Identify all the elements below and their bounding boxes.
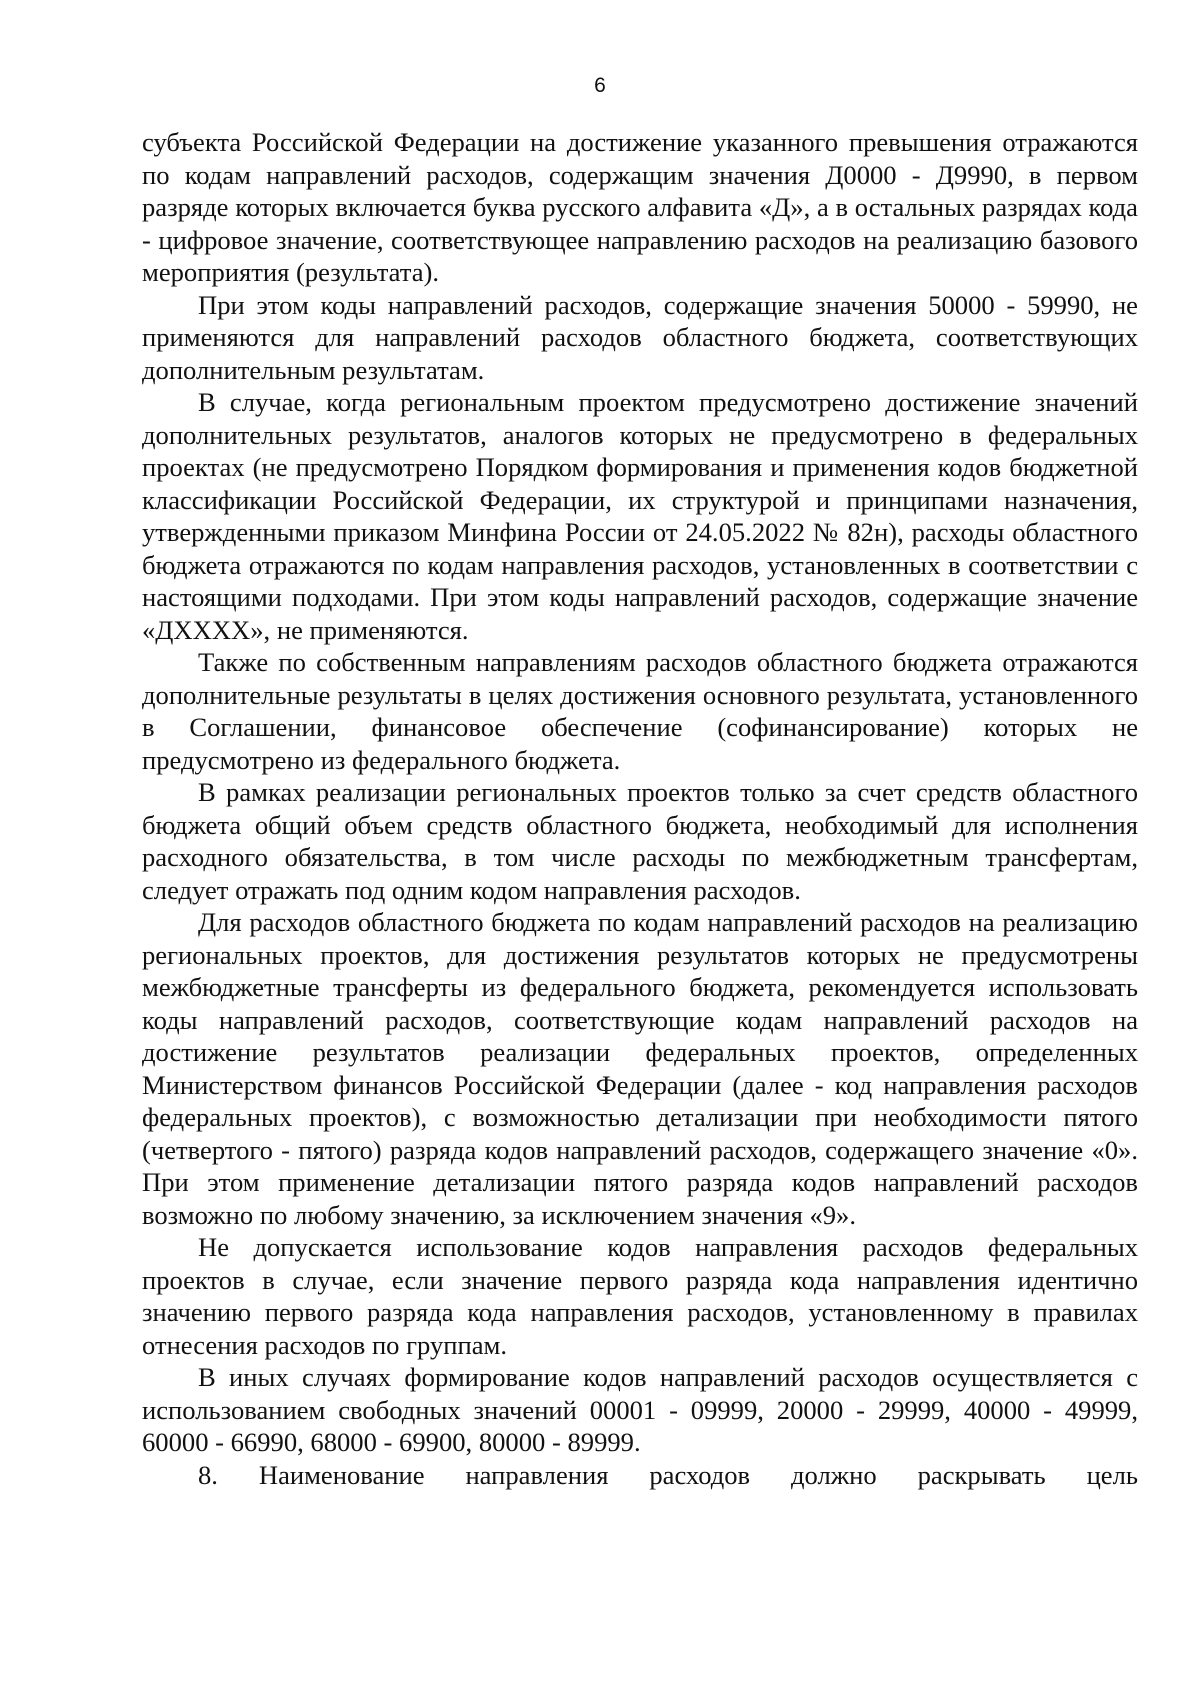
page-number: 6: [594, 74, 606, 97]
document-body: [142, 126, 1138, 1491]
paragraph-not-allowed: Не допускается использование кодов направления расходов федеральных проектов в случае, если значение первого разряда кода направления идентично значению первого разряда кода направления расходов, установленному в правилах отнесения расходов по группам.: [142, 1232, 1138, 1360]
paragraph-regional-projects: В рамках реализации региональных проектов только за счет средств областного бюджета общий объем средств областного бюджета, необходимый для исполнения расходного обязательства, в том числе расходы по межбюджетным трансфертам, следует отражать под одним кодом направления расходов.: [142, 777, 1138, 905]
paragraph-recommended-codes: Для расходов областного бюджета по кодам направлений расходов на реализацию региональных проектов, для достижения результатов которых не предусмотрены межбюджетные трансферты из федерального бюджета, рекомендуется использовать коды направлений расходов, соответствующие кодам направлений расходов на достижение результатов реализации федеральных проектов, определенных Министерством финансов Российской Федерации (далее - код направления расходов федеральных проектов), с возможностью детализации при необходимости пятого (четвертого - пятого) разряда кодов направлений расходов, содержащего значение «0». При этом применение детализации пятого разряда кодов направлений расходов возможно по любому значению, за исключением значения «9».: [142, 907, 1138, 1230]
paragraph-codes-not-applied: При этом коды направлений расходов, содержащие значения 50000 - 59990, не применяются для направлений расходов областного бюджета, соответствующих дополнительным результатам.: [142, 289, 1138, 385]
paragraph-own-directions: Также по собственным направлениям расходов областного бюджета отражаются дополнительные результаты в целях достижения основного результата, установленного в Соглашении, финансовое обеспечение (софинансирование) которых не предусмотрено из федерального бюджета.: [142, 647, 1138, 775]
paragraph-additional-results: В случае, когда региональным проектом предусмотрено достижение значений дополнительных результатов, аналогов которых не предусмотрено в федеральных проектах (не предусмотрено Порядком формирования и применения кодов бюджетной классификации Российской Федерации, их структурой и принципами назначения, утвержденными приказом Минфина России от 24.05.2022 № 82н), расходы областного бюджета отражаются по кодам направления расходов, установленных в соответствии с настоящими подходами. При этом коды направлений расходов, содержащие значение «ДХХХХ», не применяются.: [142, 387, 1138, 645]
paragraph-continuation: субъекта Российской Федерации на достижение указанного превышения отражаются по кодам направлений расходов, содержащим значения Д0000 - Д9990, в первом разряде которых включается буква русского алфавита «Д», а в остальных разрядах кода - цифровое значение, соответствующее направлению расходов на реализацию базового мероприятия (результата).: [142, 127, 1138, 287]
paragraph-free-values: В иных случаях формирование кодов направлений расходов осуществляется с использованием свободных значений 00001 - 09999, 20000 - 29999, 40000 - 49999, 60000 - 66990, 68000 - 69900, 80000 - 89999.: [142, 1362, 1138, 1457]
paragraph-item-8: 8. Наименование направления расходов должно раскрывать цель: [198, 1459, 1138, 1490]
